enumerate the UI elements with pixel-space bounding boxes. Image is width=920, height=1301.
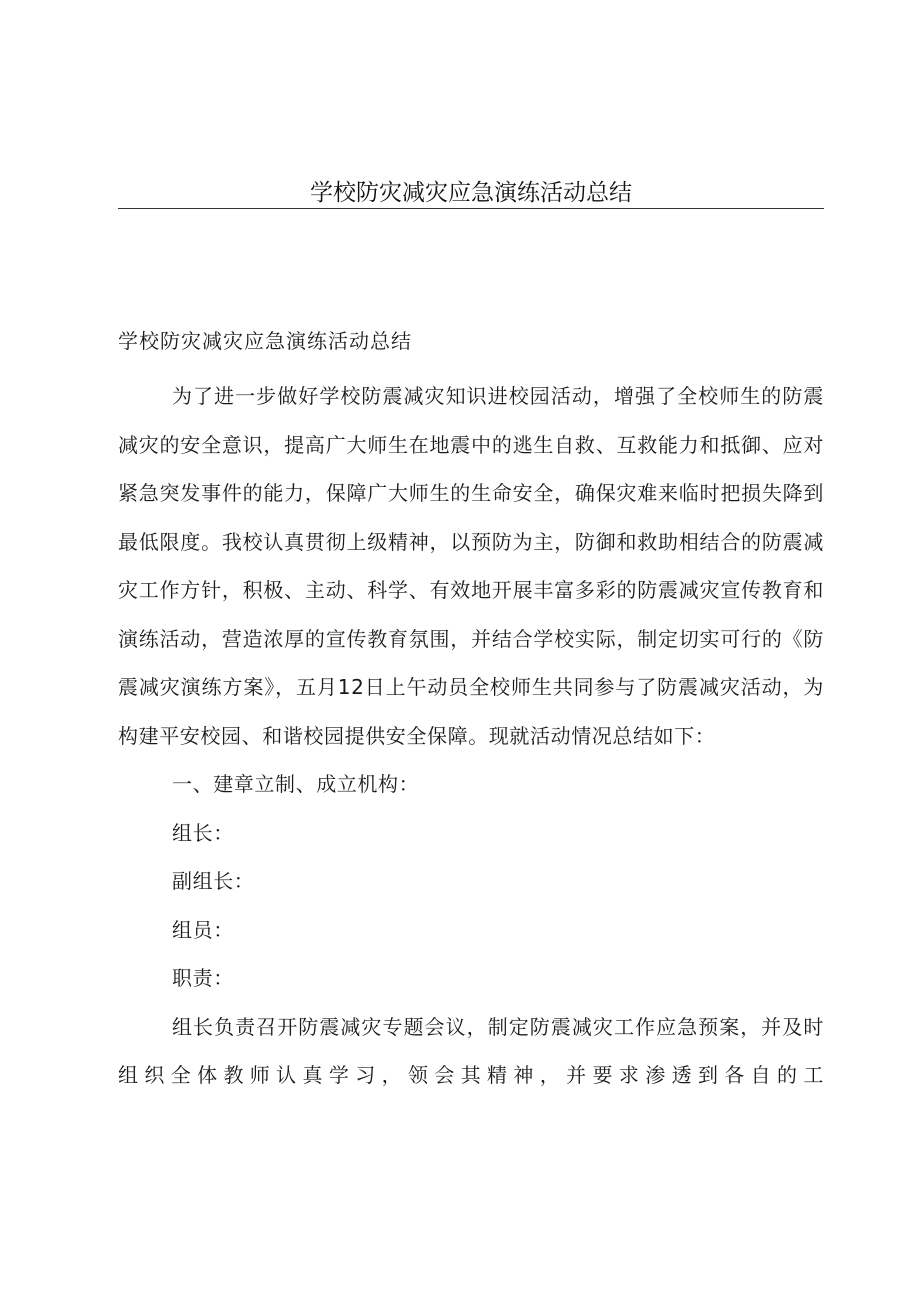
deputy-leader-line: 副组长：: [172, 869, 255, 893]
duties-line: 职责：: [172, 966, 234, 990]
document-title: 学校防灾减灾应急演练活动总结: [118, 329, 412, 353]
intro-paragraph: 为了进一步做好学校防震减灾知识进校园活动，增强了全校师生的防震减灾的安全意识，提高广大师生在地震中的逃生自救、互救能力和抵御、应对紧急突发事件的能力，保障广大师生的生命安全，确保灾难来临时把损失降到最低限度。我校认真贯彻上级精神，以预防为主，防御和救助相结合的防震减灾工作方针，积极、主动、科学、有效地开展丰富多彩的防震减灾宣传教育和演练活动，营造浓厚的宣传教育氛围，并结合学校实际，制定切实可行的《防震减灾演练方案》，五月12日上午动员全校师生共同参与了防震减灾活动，为构建平安校园、和谐校园提供安全保障。现就活动情况总结如下：: [118, 384, 824, 748]
page-header: [118, 170, 824, 209]
leader-line: 组长：: [172, 820, 234, 845]
header-title: 学校防灾减灾应急演练活动总结: [310, 180, 632, 206]
members-line: 组员：: [172, 917, 234, 942]
document-body: [118, 372, 824, 1100]
section-heading: 一、建章立制、成立机构：: [172, 772, 420, 796]
duties-paragraph: 组长负责召开防震减灾专题会议，制定防震减灾工作应急预案，并及时组织全体教师认真学习，领会其精神，并要求渗透到各自的工: [118, 1014, 824, 1087]
